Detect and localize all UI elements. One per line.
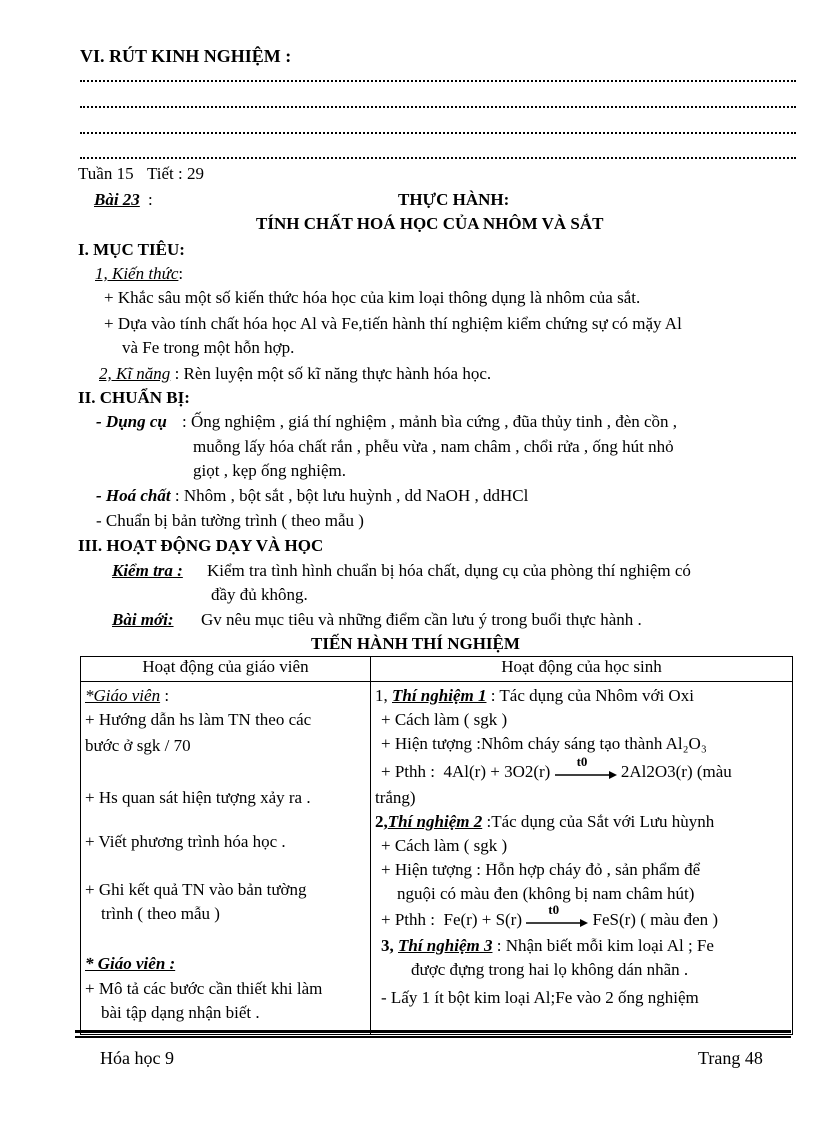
teacher-label: *Giáo viên [85, 686, 161, 705]
reaction-condition: t0 [548, 902, 560, 918]
knowledge-item-cont: và Fe trong một hỗn hợp. [122, 338, 295, 357]
equation-reactants: Fe(r) + S(r) [443, 910, 523, 929]
new-lesson-label: Bài mới: [112, 610, 174, 629]
teacher-item-cont: bài tập dạng nhận biết . [101, 1003, 260, 1022]
experiment-title: : Nhận biết mỗi kim loại Al ; Fe [496, 936, 714, 955]
reaction-arrow-icon [555, 754, 617, 780]
knowledge-item: + Khắc sâu một số kiến thức hóa học của kim loại thông dụng là nhôm của sắt. [104, 288, 641, 307]
experiment-3-title [381, 936, 714, 956]
tools-label [96, 412, 167, 432]
footer-rule [75, 1036, 791, 1038]
dotted-line [80, 80, 796, 82]
student-item: + Hiện tượng : Hỗn hợp cháy đỏ , sản phẩm để [381, 860, 701, 879]
skill-text: : Rèn luyện một số kĩ năng thực hành hóa học. [174, 364, 492, 383]
teacher-item: + Mô tả các bước cần thiết khi làm [85, 979, 323, 998]
teacher-item: + Ghi kết quả TN vào bản tường [85, 880, 307, 899]
experiment-label: Thí nghiệm 3 [398, 936, 493, 955]
equation-reactants: 4Al(r) + 3O2(r) [443, 762, 551, 781]
dotted-line [80, 132, 796, 134]
check-text: Kiểm tra tình hình chuẩn bị hóa chất, dụng cụ của phòng thí nghiệm có [207, 561, 691, 580]
chemicals-row [96, 486, 528, 506]
equation-2 [381, 902, 719, 930]
section-heading-iii: III. HOẠT ĐỘNG DẠY VÀ HỌC [78, 536, 324, 555]
table-title: TIẾN HÀNH THÍ NGHIỆM [311, 634, 520, 653]
footer-rule [75, 1030, 791, 1033]
knowledge-item: + Dựa vào tính chất hóa học Al và Fe,tiến hành thí nghiệm kiểm chứng sự có mặy Al [104, 314, 682, 333]
col-header-teacher: Hoạt động của giáo viên [81, 657, 371, 682]
dotted-line [80, 106, 796, 108]
equation-products: 2Al2O3(r) (màu [620, 762, 732, 781]
skill-label: 2, Kĩ năng [99, 364, 171, 383]
experiment-number: 3, [381, 936, 394, 955]
experiment-1-title [375, 686, 694, 706]
period: Tiết : 29 [147, 164, 205, 183]
section-heading-vi: VI. RÚT KINH NGHIỆM : [80, 46, 292, 66]
col-header-student: Hoạt động của học sinh [371, 657, 793, 682]
chemicals-label: - Hoá chất [96, 486, 171, 505]
skill-row [99, 364, 491, 384]
experiment-title: :Tác dụng của Sắt với Lưu hùynh [486, 812, 715, 831]
student-item-cont: nguội có màu đen (không bị nam châm hút) [397, 884, 695, 903]
knowledge-label: 1, Kiến thức [95, 264, 179, 283]
knowledge-row [95, 264, 183, 284]
dotted-line [80, 157, 796, 159]
lesson-number: Bài 23 [94, 190, 140, 209]
equation-prefix: + Pthh : [381, 910, 435, 929]
new-lesson-text: Gv nêu mục tiêu và những điểm cần lưu ý trong buổi thực hành . [201, 610, 642, 629]
teacher-cell [81, 682, 370, 1034]
student-item: + Hiện tượng :Nhôm cháy sáng tạo thành Al₂O₃ [381, 734, 707, 753]
teacher-label-colon: : [164, 686, 170, 705]
equation-prefix: + Pthh : [381, 762, 435, 781]
teacher-label-row [85, 686, 169, 706]
tools-label-text: - Dụng cụ [96, 412, 167, 431]
lesson-colon: : [148, 190, 153, 209]
experiment-label: Thí nghiệm 2 [387, 812, 483, 831]
footer-page: Trang 48 [698, 1048, 763, 1068]
tools-line: : Ống nghiệm , giá thí nghiệm , mảnh bìa cứng , đũa thủy tinh , đèn cồn , [182, 412, 678, 431]
tools-line: muỗng lấy hóa chất rắn , phễu vừa , nam châm , chổi rửa , ống hút nhỏ [193, 437, 674, 456]
teacher-item: + Viết phương trình hóa học . [85, 832, 286, 851]
experiment-number: 2, [375, 812, 388, 831]
section-heading-i: I. MỤC TIÊU: [78, 240, 185, 259]
reaction-arrow-icon [526, 902, 588, 928]
teacher-item-cont: bước ở sgk / 70 [85, 736, 191, 755]
experiment-2-title [375, 812, 714, 832]
student-item: + Cách làm ( sgk ) [381, 710, 508, 729]
experiment-number: 1, [375, 686, 388, 705]
chemicals-text: : Nhôm , bột sắt , bột lưu huỳnh , dd NaOH , ddHCl [174, 486, 529, 505]
activities-table [80, 656, 793, 1035]
check-text-cont: đầy đủ không. [211, 585, 308, 604]
teacher-item: + Hướng dẫn hs làm TN theo các [85, 710, 312, 729]
tools-line: giọt , kẹp ống nghiệm. [193, 461, 346, 480]
teacher-label: * Giáo viên : [85, 954, 176, 973]
teacher-item-cont: trình ( theo mẫu ) [101, 904, 220, 923]
student-item: + Cách làm ( sgk ) [381, 836, 508, 855]
week: Tuần 15 [78, 164, 134, 183]
section-heading-ii: II. CHUẨN BỊ: [78, 388, 190, 407]
equation-1 [381, 754, 732, 782]
student-cell [371, 682, 792, 1034]
experiment-title-cont: được đựng trong hai lọ không dán nhãn . [411, 960, 689, 979]
experiment-label: Thí nghiệm 1 [392, 686, 487, 705]
page-subtitle: TÍNH CHẤT HOÁ HỌC CỦA NHÔM VÀ SẮT [256, 214, 604, 233]
equation-cont: trắng) [375, 788, 416, 807]
knowledge-colon: : [178, 264, 184, 283]
check-label: Kiểm tra : [112, 561, 183, 580]
reaction-condition: t0 [576, 754, 588, 770]
prep-line: - Chuẩn bị bản tường trình ( theo mẫu ) [96, 511, 364, 530]
experiment-title: : Tác dụng của Nhôm với Oxi [490, 686, 694, 705]
footer-subject: Hóa học 9 [100, 1048, 174, 1068]
page-title: THỰC HÀNH: [398, 190, 510, 209]
teacher-item: + Hs quan sát hiện tượng xảy ra . [85, 788, 311, 807]
equation-products: FeS(r) ( màu đen ) [592, 910, 719, 929]
student-item: - Lấy 1 ít bột kim loại Al;Fe vào 2 ống nghiệm [381, 988, 699, 1007]
